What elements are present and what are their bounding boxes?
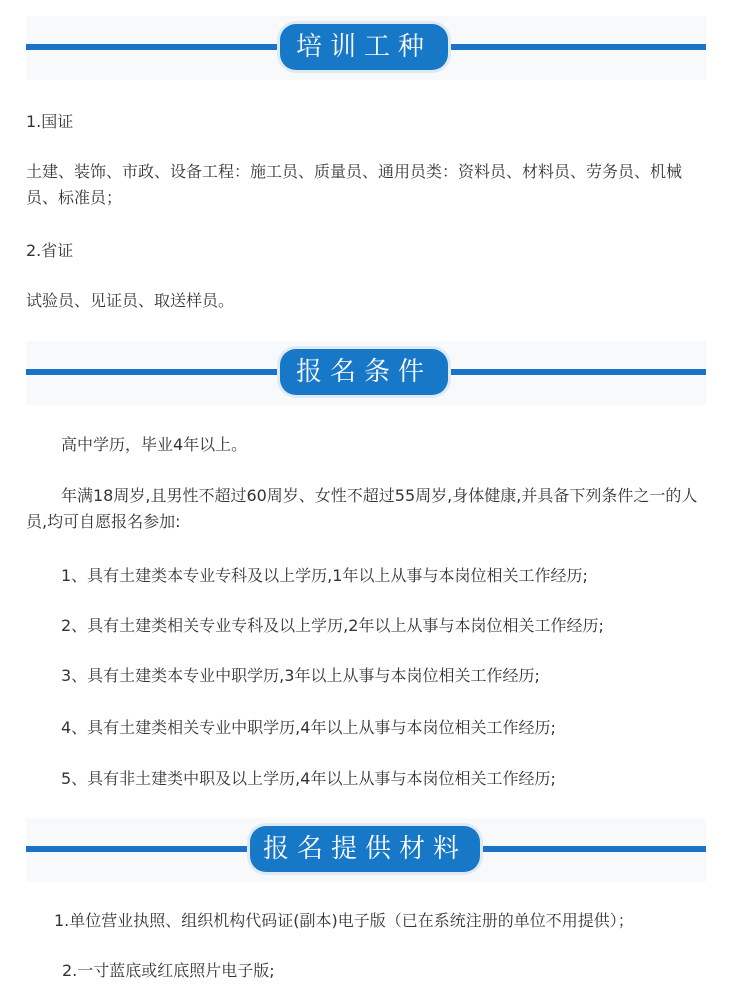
section-heading-requirements: 报名条件	[280, 349, 448, 395]
section-banner-materials	[26, 818, 706, 882]
provincial-cert-text: 试验员、见证员、取送样员。	[26, 291, 235, 310]
requirement-item: 2、具有土建类相关专业专科及以上学历,2年以上从事与本岗位相关工作经历;	[61, 616, 604, 635]
requirement-item: 5、具有非土建类中职及以上学历,4年以上从事与本岗位相关工作经历;	[61, 769, 556, 788]
national-cert-title: 1.国证	[26, 112, 74, 131]
requirement-item: 1、具有土建类本专业专科及以上学历,1年以上从事与本岗位相关工作经历;	[61, 566, 588, 585]
requirement-item: 4、具有土建类相关专业中职学历,4年以上从事与本岗位相关工作经历;	[61, 718, 556, 737]
section-heading-materials: 报名提供材料	[250, 826, 480, 872]
section-heading-training: 培训工种	[280, 24, 448, 70]
material-item: 2.一寸蓝底或红底照片电子版;	[62, 961, 275, 980]
provincial-cert-title: 2.省证	[26, 241, 74, 260]
education-requirement: 高中学历，毕业4年以上。	[61, 435, 248, 454]
age-requirement: 年满18周岁,且男性不超过60周岁、女性不超过55周岁,身体健康,并具备下列条件之一的人员,均可自愿报名参加:	[26, 486, 698, 531]
material-item: 1.单位营业执照、组织机构代码证(副本)电子版（已在系统注册的单位不用提供）；	[54, 911, 634, 930]
requirement-item: 3、具有土建类本专业中职学历,3年以上从事与本岗位相关工作经历;	[61, 666, 540, 685]
section-banner-requirements	[26, 341, 706, 405]
national-cert-text: 土建、装饰、市政、设备工程：施工员、质量员、通用员类：资料员、材料员、劳务员、机械员、标准员；	[26, 162, 683, 207]
section-banner-training	[26, 16, 706, 80]
